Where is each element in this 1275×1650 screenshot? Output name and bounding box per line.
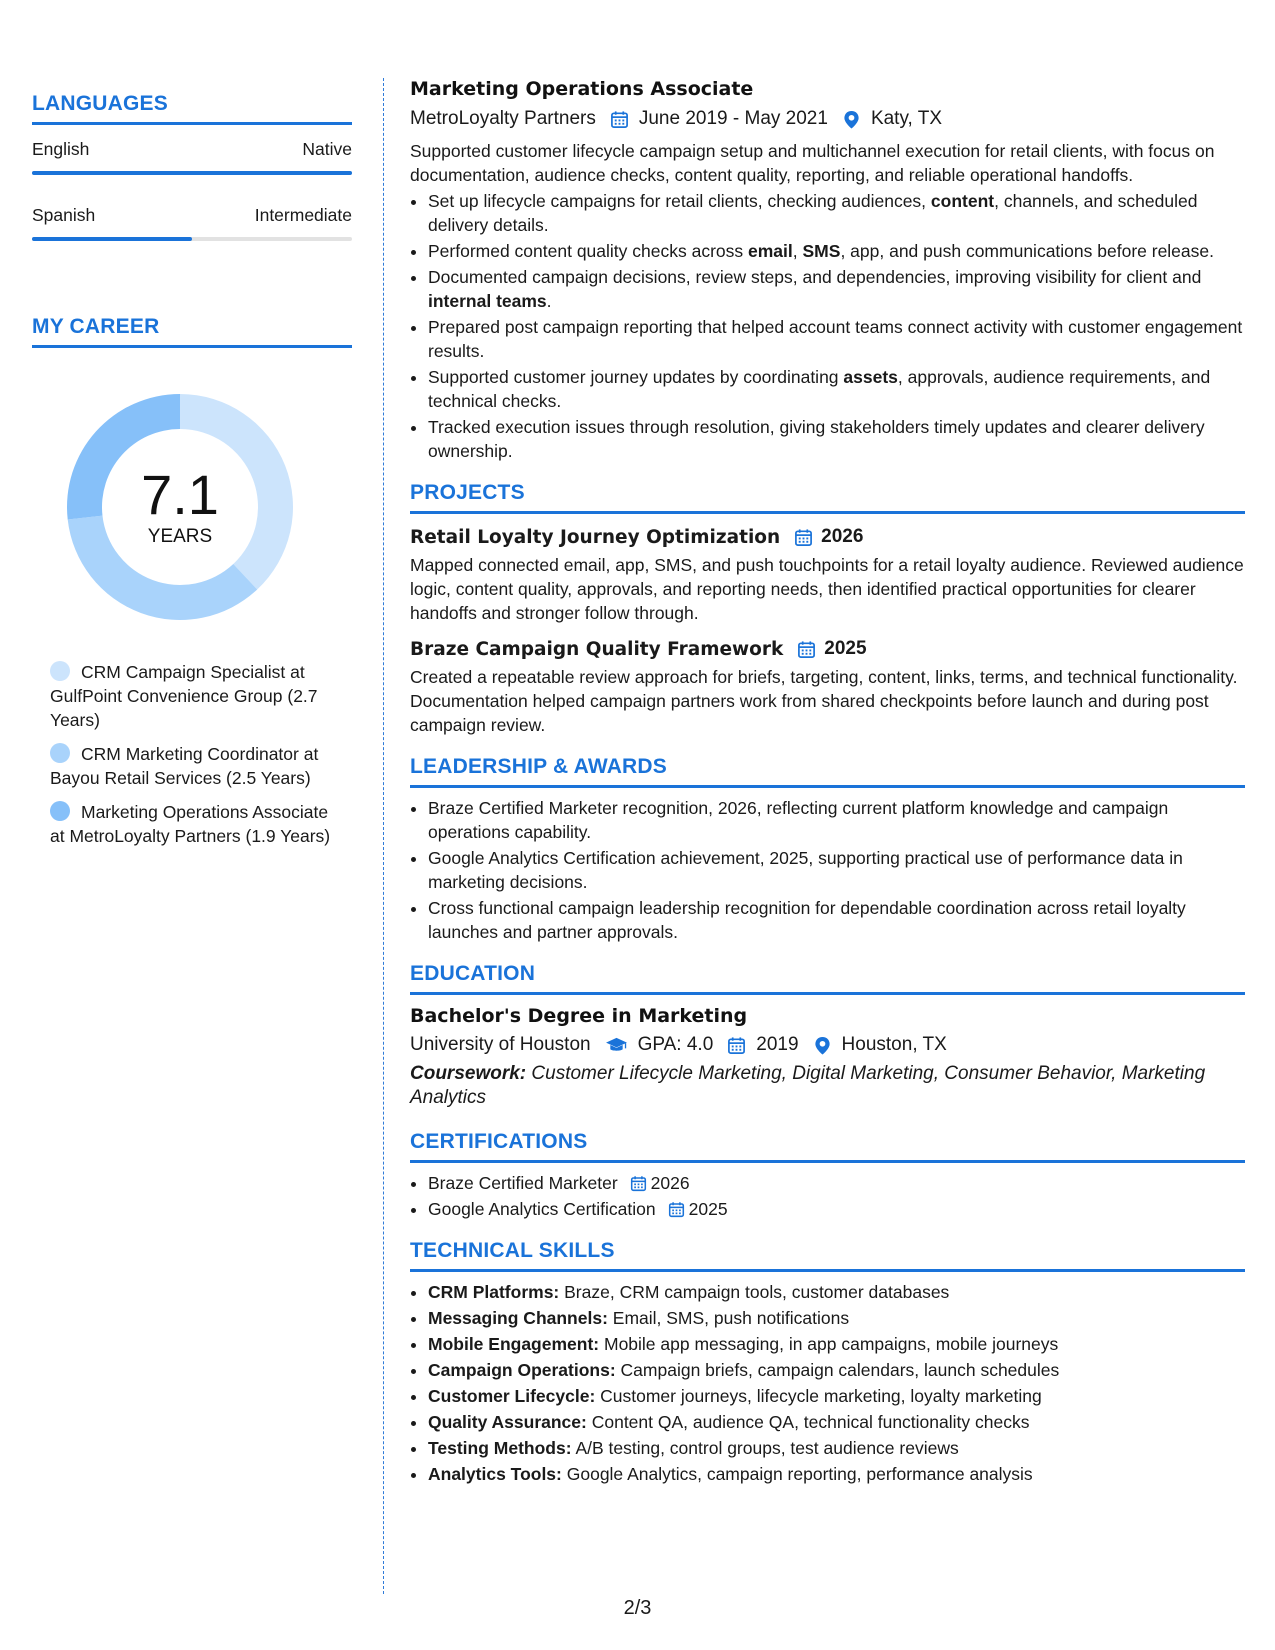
skill-label: Mobile Engagement: [428,1334,600,1354]
skill-label: Quality Assurance: [428,1412,587,1432]
project-year: 2025 [824,638,867,659]
job-bullet [428,239,1245,263]
section-divider [410,1269,1245,1272]
skill-value: Braze, CRM campaign tools, customer databases [559,1282,950,1302]
bullet-text: , channels, and scheduled delivery details. [428,191,1198,235]
job-bullet [428,265,1245,313]
skill-label: Customer Lifecycle: [428,1386,596,1406]
career-section [32,315,352,848]
language-item-english [32,139,352,175]
certifications-section [410,1130,1245,1221]
languages-section [32,92,352,241]
job-bullets [410,189,1245,463]
project-name: Braze Campaign Quality Framework [410,638,784,660]
job-title: Marketing Operations Associate [410,78,754,100]
bullet-emphasis: email [748,241,793,261]
legend-dot [50,743,70,763]
main-column [410,78,1245,1488]
career-total-years: 7.1 [141,463,219,526]
legend-item [50,660,340,732]
calendar-icon [794,528,813,547]
job-dates: June 2019 - May 2021 [638,108,828,129]
education-meta [410,1034,1245,1056]
column-divider [383,78,384,1594]
skill-item [428,1358,1245,1382]
language-item-spanish [32,205,352,241]
language-name: Spanish [32,205,96,225]
project-item [410,638,1245,737]
languages-heading: LANGUAGES [32,92,168,115]
education-section [410,962,1245,1110]
school-name: University of Houston [410,1034,591,1055]
leadership-list [410,796,1245,944]
bullet-emphasis: content [930,191,995,211]
language-level: Intermediate [254,205,352,225]
bullet-text: , app, and push communications before release. [840,241,1214,261]
skill-item [428,1306,1245,1330]
skills-section [410,1239,1245,1486]
certification-year: 2025 [688,1199,728,1219]
bullet-emphasis: internal teams [428,291,547,311]
skill-value: Google Analytics, campaign reporting, performance analysis [561,1464,1033,1484]
section-divider [32,345,352,348]
section-divider [410,785,1245,788]
legend-label: CRM Marketing Coordinator at Bayou Retail Services (2.5 Years) [50,744,319,788]
skill-value: Campaign briefs, campaign calendars, launch schedules [615,1360,1060,1380]
language-proficiency-bar [32,237,352,241]
calendar-icon [610,110,629,129]
legend-dot [50,801,70,821]
legend-item [50,742,340,790]
language-proficiency-bar [32,171,352,175]
bullet-text: , [792,241,803,261]
language-proficiency-fill [32,237,192,241]
leadership-item: • Cross functional campaign leadership recognition for dependable coordination across retail loyalty launches and partner approvals. [428,896,1245,944]
skill-item [428,1280,1245,1304]
education-heading: EDUCATION [410,962,536,985]
projects-heading: PROJECTS [410,481,525,504]
bullet-text: Set up lifecycle campaigns for retail clients, checking audiences, [428,191,931,211]
career-total-label: YEARS [147,526,213,547]
job-bullet [428,365,1245,413]
career-heading: MY CAREER [32,315,160,338]
location-pin-icon [813,1036,832,1055]
coursework [410,1062,1245,1110]
skill-value: Customer journeys, lifecycle marketing, loyalty marketing [595,1386,1042,1406]
skill-label: CRM Platforms: [428,1282,560,1302]
skill-item [428,1436,1245,1460]
bullet-text: Tracked execution issues through resolution, giving stakeholders timely updates and clearer delivery ownership. [428,417,1205,461]
project-name: Retail Loyalty Journey Optimization [410,526,781,548]
skill-label: Analytics Tools: [428,1464,562,1484]
job-bullet [428,189,1245,237]
certification-item [428,1197,1245,1221]
experience-entry [410,78,1245,463]
location-pin-icon [842,110,861,129]
job-location: Katy, TX [870,108,943,129]
job-bullet [428,315,1245,363]
graduation-year: 2019 [756,1034,799,1055]
leadership-section [410,755,1245,944]
leadership-heading: LEADERSHIP & AWARDS [410,755,667,778]
graduation-cap-icon [605,1036,628,1055]
career-legend [50,660,340,848]
bullet-text: Supported customer journey updates by coordinating [428,367,844,387]
donut-center [65,392,295,622]
legend-item [50,800,340,848]
career-donut-chart [65,392,295,622]
project-item [410,526,1245,625]
coursework-label: Coursework: [410,1063,527,1084]
section-divider [410,511,1245,514]
calendar-icon [797,640,816,659]
skill-value: Content QA, audience QA, technical functionality checks [586,1412,1030,1432]
calendar-icon [727,1036,746,1055]
skill-item [428,1462,1245,1486]
degree-title: Bachelor's Degree in Marketing [410,1005,748,1027]
legend-label: CRM Campaign Specialist at GulfPoint Convenience Group (2.7 Years) [50,662,318,730]
section-divider [32,122,352,125]
section-divider [410,992,1245,995]
bullet-text: Performed content quality checks across [428,241,749,261]
skill-label: Messaging Channels: [428,1308,608,1328]
certifications-list [410,1171,1245,1221]
skill-label: Campaign Operations: [428,1360,616,1380]
legend-dot [50,661,70,681]
leadership-item: • Braze Certified Marketer recognition, 2026, reflecting current platform knowledge and campaign operations capability. [428,796,1245,844]
section-divider [410,1160,1245,1163]
bullet-text: Documented campaign decisions, review steps, and dependencies, improving visibility for client and [428,267,1202,287]
skills-heading: TECHNICAL SKILLS [410,1239,615,1262]
skill-item [428,1384,1245,1408]
bullet-emphasis: SMS [802,241,841,261]
certifications-heading: CERTIFICATIONS [410,1130,588,1153]
project-description: Mapped connected email, app, SMS, and push touchpoints for a retail loyalty audience. Reviewed audience logic, content quality, approvals, and reporting needs, then identified practical opportunities for clearer handoffs and stronger follow through. [410,555,1244,623]
skills-list [410,1280,1245,1486]
projects-section [410,481,1245,737]
calendar-icon [630,1175,647,1192]
bullet-text: , approvals, audience requirements, and technical checks. [428,367,1211,411]
job-summary: Supported customer lifecycle campaign setup and multichannel execution for retail clients, with focus on documentation, audience checks, content quality, reporting, and reliable operational handoffs. [410,141,1215,185]
language-proficiency-fill [32,171,352,175]
calendar-icon [668,1201,685,1218]
page-number: 2/3 [623,1597,652,1619]
gpa: GPA: 4.0 [637,1034,714,1055]
language-name: English [32,139,90,159]
project-year: 2026 [821,526,864,547]
skill-label: Testing Methods: [428,1438,572,1458]
coursework-list: Customer Lifecycle Marketing, Digital Marketing, Consumer Behavior, Marketing Analytics [410,1063,1206,1108]
bullet-emphasis: assets [843,367,898,387]
company-name: MetroLoyalty Partners [410,108,596,129]
bullet-text: . [546,291,552,311]
school-location: Houston, TX [841,1034,947,1055]
sidebar [32,92,352,858]
certification-name: • Google Analytics Certification [428,1199,656,1219]
certification-name: • Braze Certified Marketer [428,1173,618,1193]
certification-item [428,1171,1245,1195]
legend-label: Marketing Operations Associate at MetroLoyalty Partners (1.9 Years) [50,802,331,846]
skill-value: Email, SMS, push notifications [607,1308,850,1328]
certification-year: 2026 [650,1173,690,1193]
skill-item [428,1332,1245,1356]
language-level: Native [302,139,352,159]
skill-value: A/B testing, control groups, test audience reviews [571,1438,959,1458]
job-bullet [428,415,1245,463]
skill-value: Mobile app messaging, in app campaigns, mobile journeys [599,1334,1059,1354]
project-description: Created a repeatable review approach for briefs, targeting, content, links, terms, and technical functionality. Documentation helped campaign partners work from shared checkpoints before launch and during post campaign review. [410,667,1238,735]
leadership-item: • Google Analytics Certification achievement, 2025, supporting practical use of performance data in marketing decisions. [428,846,1245,894]
job-meta [410,108,1245,130]
bullet-text: Prepared post campaign reporting that helped account teams connect activity with customer engagement results. [428,317,1243,361]
skill-item [428,1410,1245,1434]
